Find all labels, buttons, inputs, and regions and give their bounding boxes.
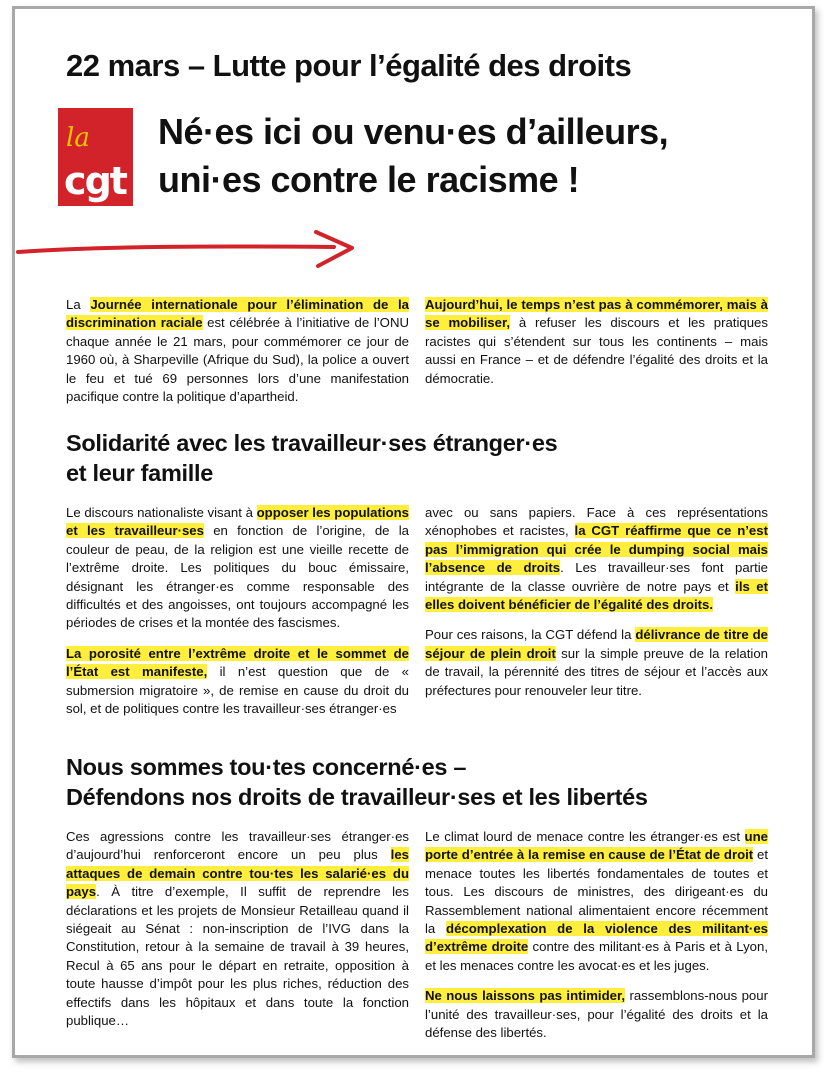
text-run: . À titre d’exemple, Il suffit de reprendre les déclarations et les projets de Monsieur Retailleau quand il siégeait au Sénat : non-inscription de l’IVG dans la Constitution, retour à la semaine de travail à 39 heures, Recul à 65 ans pour le départ en retraite, opposition à toute hausse d’impôt pour les plus riches, réduction des effectifs dans les hôpitaux et dans toute la fonction publique… [66,884,409,1029]
section-1-title-line-2: et leur famille [66,460,213,486]
logo-brand-text: cgt [64,159,126,203]
text-run: sur la simple preuve de la relation de travail, la pérennité des titres de séjour et l’accès aux préfectures pour renouveler leur titre. [425,645,768,698]
intro-left-paragraph [66,296,409,406]
text-run: contre des militant·es à Paris et à Lyon, et les menaces contre les avocat·es et les juges. [425,939,768,973]
section-2-right-paragraph-2 [425,987,768,1042]
text-run: est célébrée à l’initiative de l’ONU chaque année le 21 mars, pour commémorer ce jour de 1960 où, à Sharpeville (Afrique du Sud), la police a ouvert le feu et tué 69 personnes lors d’une manifestation pacifique contre la politique d’apartheid. [66,315,409,405]
highlighted-text: Journée internationale pour l’élimination de la discrimination raciale [66,297,409,331]
intro-left-column [66,296,409,418]
section-1-right-column [425,504,768,712]
highlighted-text: les attaques de demain contre tou·tes les salarié·es du pays [66,847,409,900]
section-1-left-column [66,504,409,730]
headline [158,108,668,204]
text-run: avec ou sans papiers. Face à ces représentations xénophobes et racistes, [425,505,768,539]
text-run: Ces agressions contre les travailleur·ses étranger·es d’aujourd’hui renforceront encore un peu plus [66,829,409,863]
section-2-left-paragraph-1 [66,828,409,1030]
text-run: Le discours nationaliste visant à [66,505,257,520]
text-run: en fonction de l’origine, de la couleur de peau, de la religion est une vieille recette de l’extrême droite. Les politiques du bouc émissaire, désignant les étranger·es comme responsable des difficultés et des angoisses, ont toujours accompagné les périodes de crises et la montée des fascismes. [66,523,409,631]
highlighted-text: La porosité entre l’extrême droite et le sommet de l’État est manifeste, [66,645,409,680]
text-run: La [66,297,91,312]
text-run: . Les travailleur·ses font partie intégrante de la classe ouvrière de notre pays et [425,560,768,594]
highlighted-text: délivrance de titre de séjour de plein droit [425,627,768,661]
text-run: à refuser les discours et les pratiques racistes qui s’étendent sur tous les continents – mais aussi en France – et de défendre l’égalité des droits et la démocratie. [425,315,768,386]
highlighted-text: décomplexation de la violence des militant·es d’extrême droite [425,921,768,955]
top-title: 22 mars – Lutte pour l’égalité des droits [66,48,632,83]
text-run: il n’est question que de « submersion migratoire », de remise en cause du droit du sol, et de politiques contre les travailleur·ses étranger·es [66,664,409,717]
highlighted-text: une porte d’entrée à la remise en cause de l’État de droit [425,829,768,863]
text-run: et menace toutes les libertés fondamentales de toutes et tous. Les discours de ministres, des dirigeant·es du Rassemblement national alimentaient encore récemment la [425,847,768,937]
section-2-right-paragraph-1 [425,828,768,975]
section-1-title-line-1: Solidarité avec les travailleur·ses étranger·es [66,430,558,456]
section-2-right-column [425,828,768,1054]
highlighted-text: Aujourd’hui, le temps n’est pas à commémorer, mais à se mobiliser, [425,297,768,331]
highlighted-text: Ne nous laissons pas intimider, [425,988,626,1004]
intro-right-paragraph [425,296,768,388]
cgt-logo [58,108,133,206]
section-1-left-paragraph-1 [66,504,409,633]
text-run: rassemblons-nous pour l’unité des travailleur·ses, pour l’égalité des droits et la défense des libertés. [425,988,768,1041]
section-2-title-line-2: Défendons nos droits de travailleur·ses et les libertés [66,784,648,810]
highlighted-text: ils et elles doivent bénéficier de l’égalité des droits. [425,578,768,613]
highlighted-text: opposer les populations et les travailleur·ses [66,505,410,539]
text-run: Pour ces raisons, la CGT défend la [425,627,636,643]
headline-line-1: Né·es ici ou venu·es d’ailleurs, [158,111,669,152]
section-1-left-paragraph-2 [66,645,409,719]
section-1-right-paragraph-2 [425,626,768,700]
section-2-left-column [66,828,409,1042]
section-2-title-line-1: Nous sommes tou·tes concerné·es – [66,754,467,780]
arrow-right-icon [16,224,361,274]
headline-line-2: uni·es contre le racisme ! [158,159,580,200]
text-run: Le climat lourd de menace contre les étranger·es est [425,829,745,844]
section-2-title [66,752,648,812]
intro-right-column [425,296,768,400]
section-1-title [66,428,557,488]
logo-script-text: la [66,123,90,153]
section-1-right-paragraph-1 [425,504,768,614]
highlighted-text: la CGT réaffirme que ce n’est pas l’immigration qui crée le dumping social mais l’absence de droits [425,523,768,576]
